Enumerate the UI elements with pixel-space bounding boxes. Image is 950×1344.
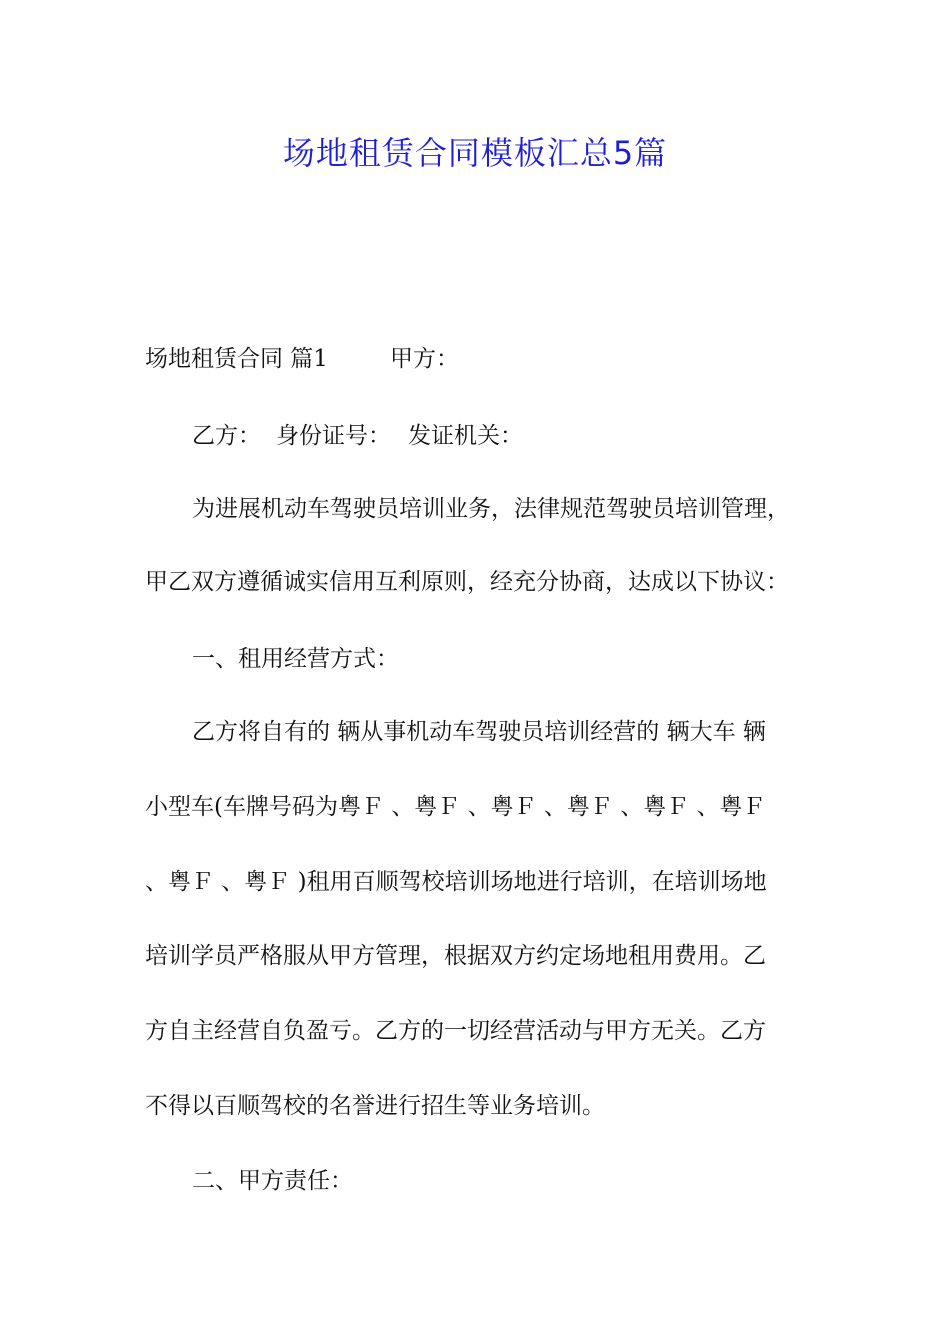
paragraph-line: 为进展机动车驾驶员培训业务，法律规范驾驶员培训管理， [192,496,790,522]
party-b-label: 乙方： [192,423,261,449]
issuing-authority-label: 发证机关： [408,423,523,449]
document-title: 场地租赁合同模板汇总5篇 [282,134,668,172]
section-heading: 一、租用经营方式： [192,646,399,672]
paragraph-line: 不得以百顺驾校的名誉进行招生等业务培训。 [145,1093,605,1119]
paragraph-line: 、粤Ｆ 、粤Ｆ )租用百顺驾校培训场地进行培训，在培训场地 [145,869,767,895]
id-number-label: 身份证号： [276,423,391,449]
paragraph-line: 小型车(车牌号码为粤Ｆ 、粤Ｆ 、粤Ｆ 、粤Ｆ 、粤Ｆ 、粤Ｆ [145,794,766,820]
paragraph-line: 乙方将自有的 辆从事机动车驾驶员培训经营的 辆大车 辆 [192,719,766,745]
paragraph-line: 方自主经营自负盈亏。乙方的一切经营活动与甲方无关。乙方 [145,1018,766,1044]
contract-section-label: 场地租赁合同 篇1 [145,346,328,372]
party-a-label: 甲方： [390,346,459,372]
paragraph-line: 甲乙双方遵循诚实信用互利原则，经充分协商，达成以下协议： [145,569,789,595]
paragraph-line: 培训学员严格服从甲方管理，根据双方约定场地租用费用。乙 [145,943,766,969]
section-heading: 二、甲方责任： [192,1168,353,1194]
